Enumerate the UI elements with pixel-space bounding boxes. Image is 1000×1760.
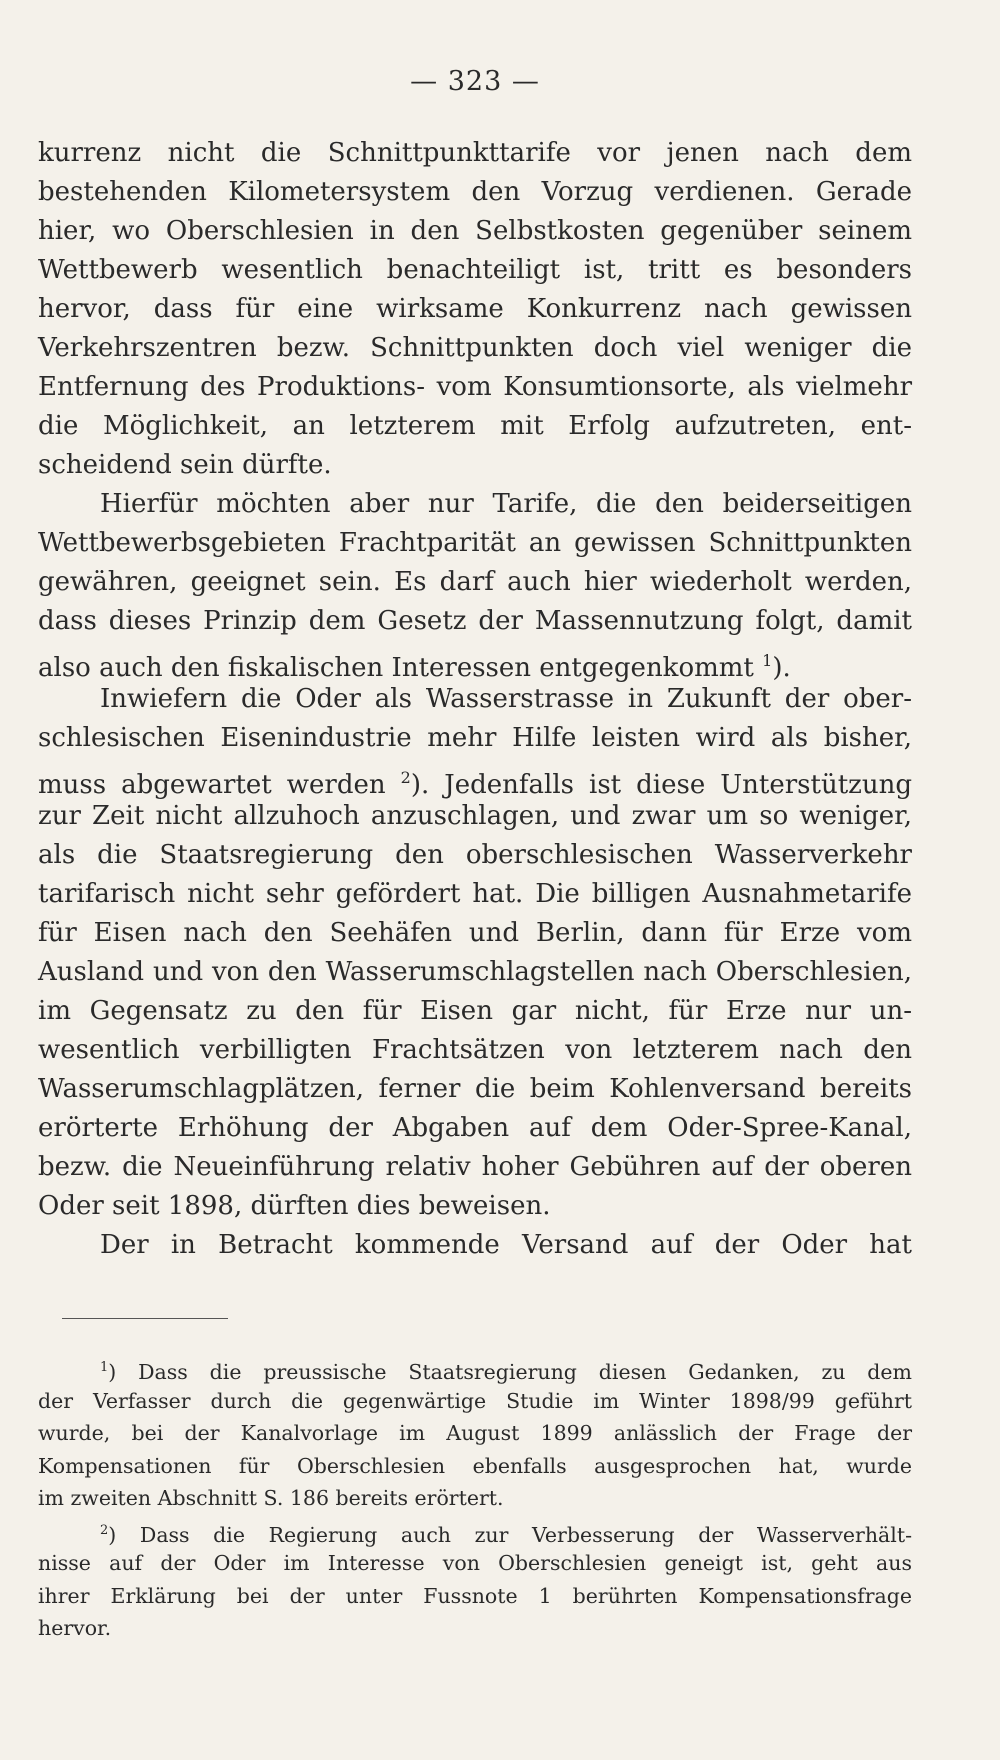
- text-line: Inwiefern die Oder als Wasserstrasse in Zukunft der ober-: [100, 684, 912, 714]
- text-line: Verkehrszentren bezw. Schnittpunkten doch viel weniger die: [38, 333, 912, 363]
- text-line: schlesischen Eisenindustrie mehr Hilfe leisten wird als bisher,: [38, 723, 912, 753]
- footnote-marker-1: 1: [100, 1360, 109, 1375]
- text-line: bestehenden Kilometersystem den Vorzug verdienen. Gerade: [38, 177, 912, 207]
- text-line: tarifarisch nicht sehr gefördert hat. Die billigen Ausnahmetarife: [38, 879, 912, 909]
- text-line: Wettbewerbsgebieten Frachtparität an gewissen Schnittpunkten: [38, 528, 912, 558]
- text-segment: . Jedenfalls ist diese Unterstützung: [421, 770, 912, 800]
- text-segment: ).: [772, 653, 791, 683]
- text-segment: ) Dass die Regierung auch zur Verbesserung der Wasserverhält-: [108, 1522, 912, 1547]
- text-line: im Gegensatz zu den für Eisen gar nicht, für Erze nur un-: [38, 996, 912, 1026]
- text-line: als die Staatsregierung den oberschlesischen Wasserverkehr: [38, 840, 912, 870]
- footnote-2-line: [38, 1515, 912, 1548]
- text-line: gewähren, geeignet sein. Es darf auch hier wiederholt werden,: [38, 567, 912, 597]
- text-line: Der in Betracht kommende Versand auf der Oder hat: [100, 1230, 912, 1260]
- page-number: — 323 —: [410, 66, 540, 97]
- text-line: Hierfür möchten aber nur Tarife, die den beiderseitigen: [100, 489, 912, 519]
- footnote-marker-2: 2: [100, 1522, 109, 1538]
- text-line: Entfernung des Produktions- vom Konsumtionsorte, als vielmehr: [38, 372, 912, 402]
- footnote-1-line: wurde, bei der Kanalvorlage im August 1899 anlässlich der Frage der: [38, 1421, 912, 1445]
- footnote-2-line: ihrer Erklärung bei der unter Fussnote 1 berührten Kompensationsfrage: [38, 1583, 912, 1608]
- text-line: bezw. die Neueinführung relativ hoher Gebühren auf der oberen: [38, 1152, 912, 1182]
- footnote-divider: [62, 1318, 228, 1319]
- text-segment: ): [410, 770, 422, 800]
- text-segment: muss abgewartet werden: [38, 770, 386, 800]
- text-line: Wasserumschlagplätzen, ferner die beim Kohlenversand bereits: [38, 1074, 912, 1104]
- book-page: [38, 0, 912, 1760]
- text-segment: ) Dass die preussische Staatsregierung diesen Gedanken, zu dem: [108, 1360, 912, 1384]
- text-line: die Möglichkeit, an letzterem mit Erfolg aufzutreten, ent-: [38, 411, 912, 441]
- text-line: hier, wo Oberschlesien in den Selbstkosten gegenüber seinem: [38, 216, 912, 246]
- footnote-ref-1: 1: [762, 651, 773, 670]
- footnote-1-line: der Verfasser durch die gegenwärtige Studie im Winter 1898/99 geführt: [38, 1388, 912, 1413]
- text-line: Wettbewerb wesentlich benachteiligt ist, tritt es besonders: [38, 255, 912, 285]
- text-line: hervor, dass für eine wirksame Konkurrenz nach gewissen: [38, 294, 912, 324]
- text-line: Ausland und von den Wasserumschlagstellen nach Oberschlesien,: [38, 957, 912, 987]
- footnote-1-line: im zweiten Abschnitt S. 186 bereits erörtert.: [38, 1486, 504, 1510]
- footnote-2-line: hervor.: [38, 1616, 112, 1640]
- text-line: zur Zeit nicht allzuhoch anzuschlagen, und zwar um so weniger,: [38, 801, 912, 831]
- text-line: für Eisen nach den Seehäfen und Berlin, dann für Erze vom: [38, 918, 912, 948]
- footnote-2-line: nisse auf der Oder im Interesse von Oberschlesien geneigt ist, geht aus: [38, 1551, 912, 1575]
- text-line: erörterte Erhöhung der Abgaben auf dem Oder-Spree-Kanal,: [38, 1113, 912, 1143]
- text-line: kurrenz nicht die Schnittpunkttarife vor jenen nach dem: [38, 138, 912, 168]
- footnote-1-line: Kompensationen für Oberschlesien ebenfalls ausgesprochen hat, wurde: [38, 1453, 912, 1478]
- text-segment: also auch den fiskalischen Interessen entgegenkommt: [38, 653, 754, 683]
- footnote-ref-2: 2: [400, 768, 411, 787]
- text-line: [38, 641, 912, 683]
- text-line: wesentlich verbilligten Frachtsätzen von letzterem nach den: [38, 1035, 912, 1065]
- text-line: [38, 758, 912, 800]
- text-line: dass dieses Prinzip dem Gesetz der Massennutzung folgt, damit: [38, 606, 912, 636]
- main-text: [38, 134, 912, 1265]
- footnotes: [38, 1352, 912, 1645]
- text-line: scheidend sein dürfte.: [38, 450, 332, 480]
- footnote-1-line: [38, 1352, 912, 1385]
- text-line: Oder seit 1898, dürften dies beweisen.: [38, 1191, 551, 1221]
